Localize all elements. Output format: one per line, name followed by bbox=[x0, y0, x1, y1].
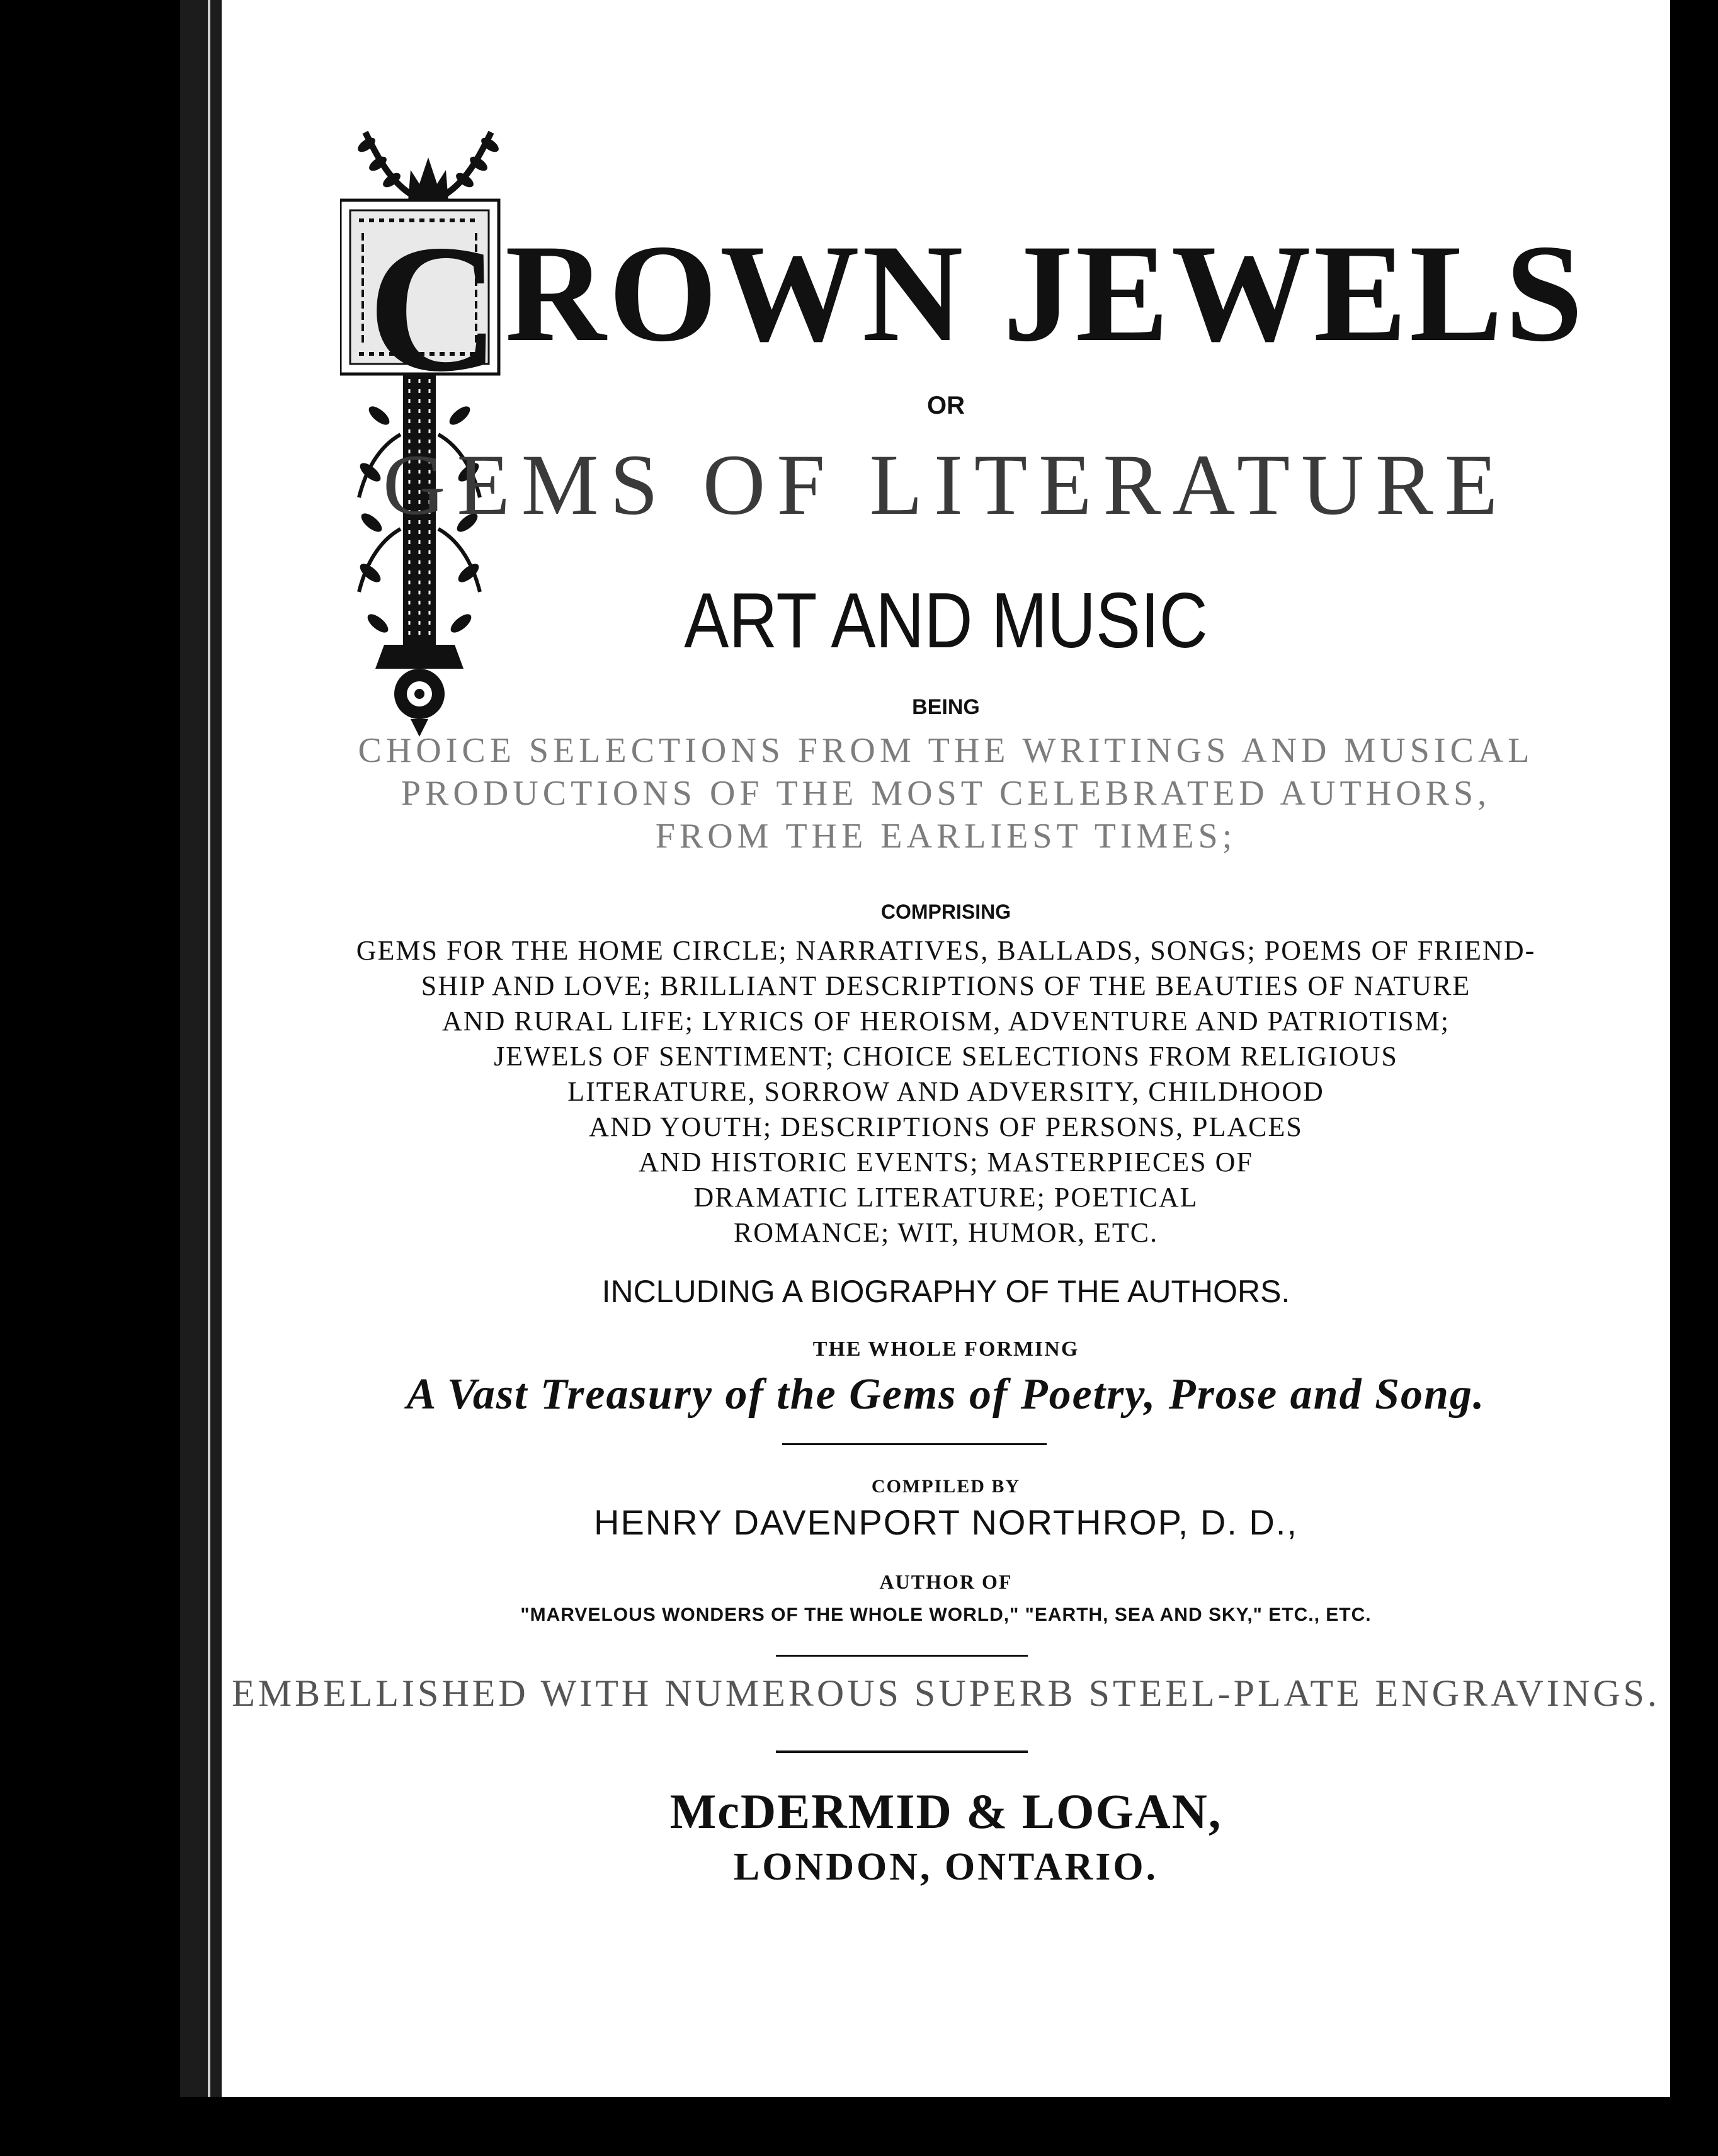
publisher-name: McDERMID & LOGAN, bbox=[669, 1784, 1222, 1839]
publisher-place: LONDON, ONTARIO. bbox=[733, 1846, 1159, 1888]
binding-edge bbox=[0, 0, 222, 2156]
title-page bbox=[222, 0, 1670, 2097]
subtitle-art-and-music: ART AND MUSIC bbox=[684, 577, 1208, 664]
content-line: AND RURAL LIFE; LYRICS OF HEROISM, ADVENTURE AND PATRIOTISM; bbox=[442, 1006, 1450, 1036]
binding-rule bbox=[208, 0, 210, 2156]
divider-rule bbox=[776, 1750, 1028, 1753]
content-line: AND YOUTH; DESCRIPTIONS OF PERSONS, PLACES bbox=[589, 1111, 1303, 1142]
author-works: "MARVELOUS WONDERS OF THE WHOLE WORLD," "EARTH, SEA AND SKY," ETC., ETC. bbox=[520, 1604, 1372, 1625]
being-label: BEING bbox=[912, 695, 980, 719]
embellished-line: EMBELLISHED WITH NUMEROUS SUPERB STEEL-PLATE ENGRAVINGS. bbox=[232, 1672, 1660, 1714]
bottom-scan-edge bbox=[0, 2097, 1718, 2156]
choice-line: CHOICE SELECTIONS FROM THE WRITINGS AND MUSICAL bbox=[358, 731, 1534, 770]
binding-shadow bbox=[180, 0, 222, 2156]
treasury-line: A Vast Treasury of the Gems of Poetry, Prose and Song. bbox=[406, 1370, 1486, 1419]
content-line: GEMS FOR THE HOME CIRCLE; NARRATIVES, BALLADS, SONGS; POEMS OF FRIEND- bbox=[356, 935, 1536, 966]
author-name: HENRY DAVENPORT NORTHROP, D. D., bbox=[594, 1502, 1298, 1542]
compiled-by-label: COMPILED BY bbox=[871, 1476, 1021, 1497]
or-connector: OR bbox=[927, 392, 965, 419]
title-initial: C bbox=[368, 207, 503, 409]
content-line: AND HISTORIC EVENTS; MASTERPIECES OF bbox=[639, 1147, 1253, 1177]
divider-rule bbox=[776, 1655, 1028, 1657]
content-line: SHIP AND LOVE; BRILLIANT DESCRIPTIONS OF THE BEAUTIES OF NATURE bbox=[421, 970, 1471, 1001]
content-line: ROMANCE; WIT, HUMOR, ETC. bbox=[733, 1217, 1159, 1248]
content-line: JEWELS OF SENTIMENT; CHOICE SELECTIONS FROM RELIGIOUS bbox=[494, 1041, 1398, 1072]
content-line: DRAMATIC LITERATURE; POETICAL bbox=[693, 1182, 1198, 1213]
content-line: LITERATURE, SORROW AND ADVERSITY, CHILDHOOD bbox=[567, 1076, 1324, 1107]
title-rest: ROWN JEWELS bbox=[505, 216, 1586, 371]
subtitle-gems-of-literature: GEMS OF LITERATURE bbox=[382, 436, 1510, 533]
biography-line: INCLUDING A BIOGRAPHY OF THE AUTHORS. bbox=[601, 1274, 1290, 1309]
choice-line: FROM THE EARLIEST TIMES; bbox=[655, 817, 1237, 856]
divider-rule bbox=[782, 1443, 1047, 1445]
comprising-label: COMPRISING bbox=[880, 900, 1011, 923]
author-of-label: AUTHOR OF bbox=[879, 1570, 1013, 1593]
whole-forming-label: THE WHOLE FORMING bbox=[812, 1337, 1079, 1361]
choice-line: PRODUCTIONS OF THE MOST CELEBRATED AUTHORS, bbox=[401, 774, 1491, 813]
right-scan-edge bbox=[1670, 0, 1718, 2156]
